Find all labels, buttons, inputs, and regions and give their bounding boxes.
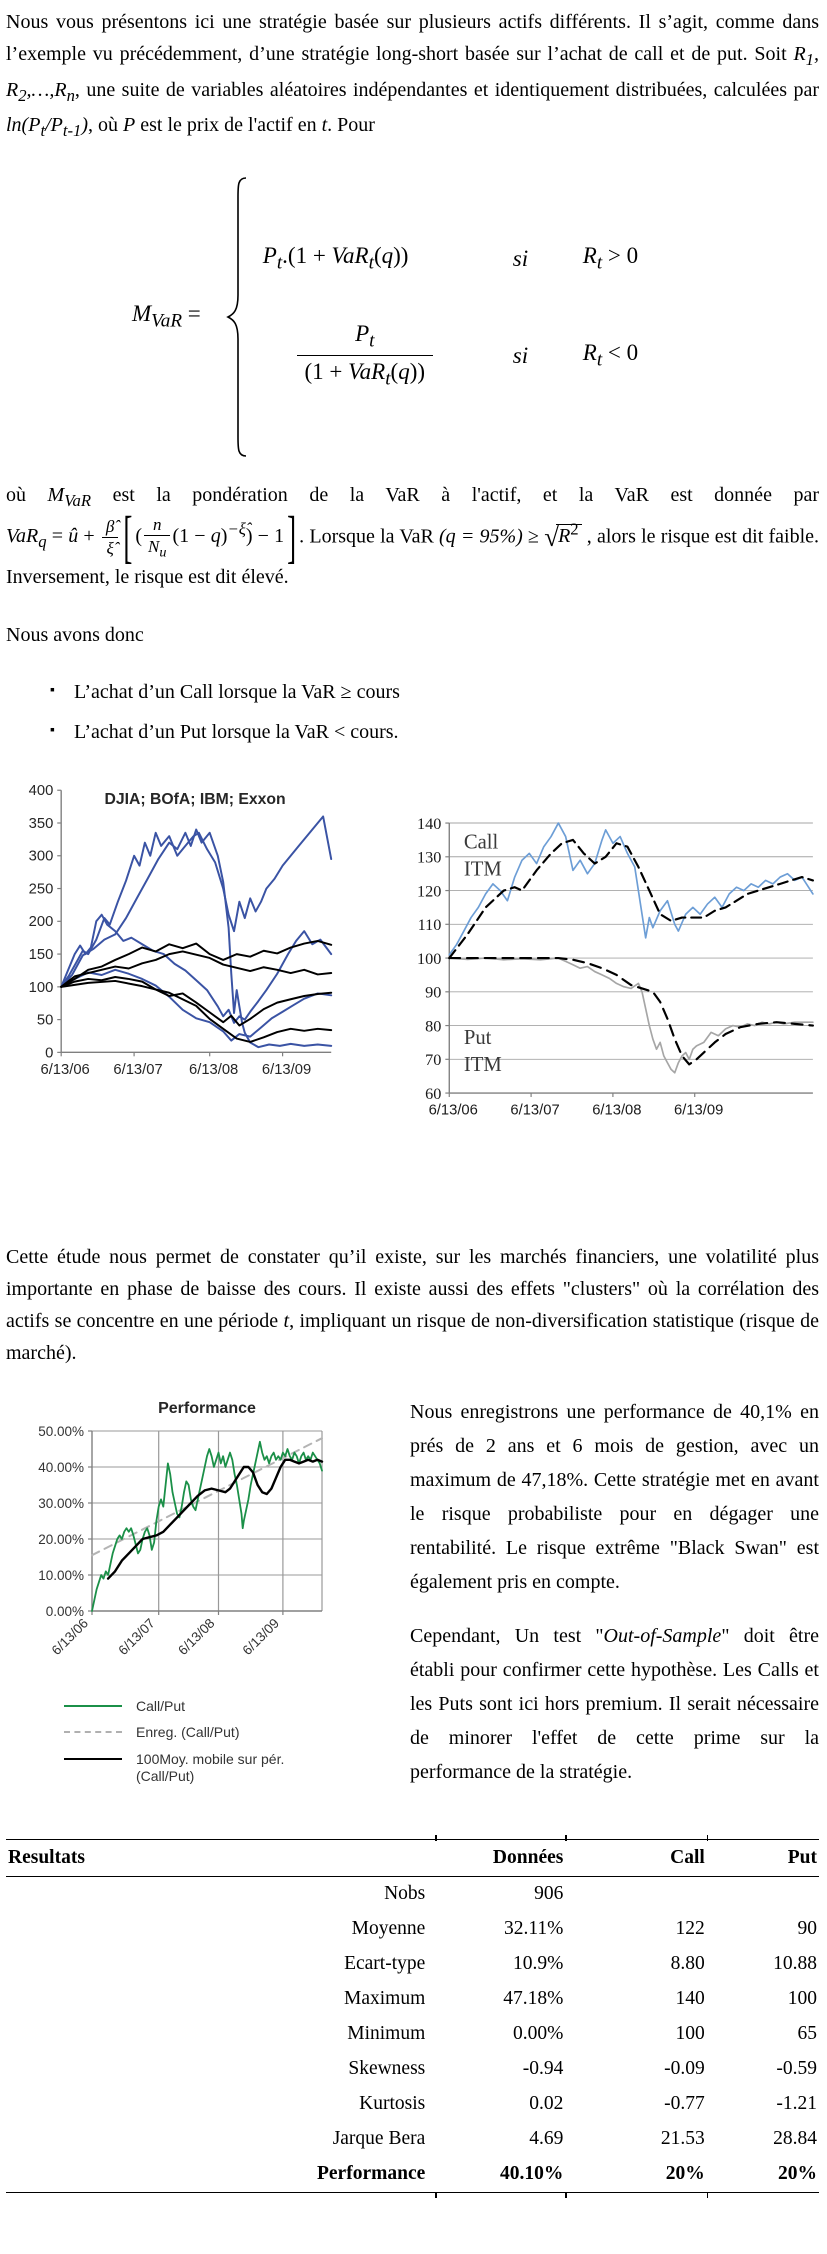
svg-text:100: 100: [28, 979, 54, 996]
svg-text:100: 100: [417, 949, 442, 968]
table-row: [6, 2122, 819, 2157]
col-header-resultats: Resultats: [6, 1839, 435, 1876]
svg-text:110: 110: [417, 916, 442, 935]
svg-text:40.00%: 40.00%: [38, 1459, 84, 1475]
svg-text:ITM: ITM: [464, 1054, 502, 1077]
svg-text:80: 80: [425, 1017, 442, 1036]
fraction: $\frac{\betâ}{\xî}$: [102, 517, 118, 559]
table-cell: Maximum: [344, 1988, 426, 2010]
svg-text:20.00%: 20.00%: [38, 1531, 84, 1547]
performance-chart-block: [6, 1395, 410, 1795]
bullet-list: [6, 681, 819, 744]
svg-text:6/13/09: 6/13/09: [239, 1615, 283, 1658]
table-cell: -0.77: [664, 2093, 705, 2115]
table-cell: Kurtosis: [359, 2093, 426, 2115]
fraction: $\frac{n}{N_u}$: [144, 515, 170, 561]
table-cell: 20%: [707, 2157, 819, 2193]
bullet-item-call: ▪ L’achat d’un Call lorsque la VaR ≥ cours: [50, 681, 819, 704]
table-cell: 4.69: [529, 2128, 564, 2150]
svg-text:140: 140: [417, 814, 442, 833]
formula-case-negative: [263, 321, 638, 391]
fraction: $\frac{P_t}{(1 + VaR_t(q))}$: [297, 321, 434, 391]
svg-text:6/13/09: 6/13/09: [674, 1102, 724, 1119]
svg-text:6/13/09: 6/13/09: [261, 1061, 312, 1078]
legend-line-sample: [64, 1731, 122, 1733]
svg-text:6/13/08: 6/13/08: [592, 1102, 642, 1119]
svg-text:60: 60: [425, 1084, 442, 1103]
svg-text:350: 350: [28, 815, 54, 832]
column-divider-tick: [707, 2192, 708, 2198]
paragraph-out-of-sample: Cependant, Un test "Out-of-Sample" doit être établi pour confirmer cette hypothèse. Les Calls et les Puts sont ici hors premium. Il serait nécessaire de minorer l'effet de cette prime sur la performance de la stratégie.: [410, 1624, 819, 1783]
svg-text:70: 70: [425, 1051, 442, 1070]
table-cell: 100: [787, 1988, 817, 2010]
col-header-donnees: Données: [435, 1839, 565, 1876]
svg-text:200: 200: [28, 914, 54, 931]
case2-expression: [263, 321, 513, 391]
formula-varq: VaR$_q$ = û + $\frac{\betâ}{\xî}$ [ ( $\frac{n}{N_u}$ $(1 - q)^{-\xî}) - 1$ ]: [6, 504, 297, 569]
svg-text:120: 120: [417, 882, 442, 901]
paragraph-etude: Cette étude nous permet de constater qu’il existe, sur les marchés financiers, une volatilité plus importante en phase de baisse des cours. Il existe aussi des effets "clusters" où la corrélation des actifs se concentre en une période t, impliquant un risque de non-diversification statistique (risque de marché).: [6, 1245, 820, 1364]
svg-text:0: 0: [45, 1045, 54, 1062]
chart-performance: [6, 1395, 396, 1689]
table-cell: 65: [797, 2023, 817, 2045]
results-table-wrap: [6, 1839, 819, 2193]
svg-text:10.00%: 10.00%: [38, 1567, 84, 1583]
paragraph-var-definition: [6, 479, 819, 593]
case2-si: si: [512, 342, 529, 368]
table-row: [6, 1912, 819, 1947]
table-cell: 28.84: [773, 2128, 817, 2150]
col-header-call: Call: [565, 1839, 706, 1876]
column-divider-tick: [435, 1835, 436, 1841]
var-post: . Lorsque la VaR (q = 95%) ≥: [299, 525, 545, 548]
table-row: [6, 1876, 819, 1912]
table-cell: [707, 1876, 819, 1912]
svg-text:130: 130: [417, 848, 442, 867]
chart-call-put-itm: [400, 777, 819, 1147]
legend-item: [64, 1724, 410, 1742]
paragraph-donc: Nous avons donc: [6, 623, 144, 646]
table-cell: 21.53: [660, 2128, 705, 2150]
column-divider-tick: [707, 1835, 708, 1841]
table-cell: 906: [534, 1883, 564, 1905]
formula-mvar-lhs: $M_{VaR}$ =: [132, 301, 201, 332]
table-cell: 20%: [565, 2157, 706, 2193]
legend-label: Enreg. (Call/Put): [136, 1724, 240, 1741]
svg-text:Performance: Performance: [158, 1399, 256, 1417]
table-cell: Jarque Bera: [332, 2128, 426, 2150]
performance-section: [6, 1395, 819, 1809]
svg-text:6/13/06: 6/13/06: [48, 1615, 92, 1658]
table-header-row: [6, 1839, 819, 1876]
chart-legend: [64, 1698, 410, 1786]
svg-text:Call: Call: [464, 831, 499, 854]
table-cell: Skewness: [348, 2058, 426, 2080]
table-cell: 8.80: [670, 1953, 705, 1975]
table-cell: 0.02: [529, 2093, 564, 2115]
svg-text:Put: Put: [464, 1027, 492, 1050]
svg-text:DJIA; BOfA; IBM; Exxon: DJIA; BOfA; IBM; Exxon: [104, 790, 286, 808]
case1-condition: $R_t > 0$: [582, 243, 639, 274]
var-post2: , alors le risque est dit faible. Inversement, le risque est dit élevé.: [6, 525, 820, 588]
charts-row: [6, 774, 819, 1147]
left-bracket: [: [123, 504, 133, 569]
table-cell: 90: [797, 1918, 817, 1940]
svg-text:6/13/06: 6/13/06: [428, 1102, 479, 1119]
table-cell: 0.00%: [512, 2023, 564, 2045]
results-table-body: [6, 1876, 819, 2192]
table-cell: -0.94: [522, 2058, 564, 2080]
table-cell: Performance: [6, 2157, 435, 2193]
table-cell: 47.18%: [503, 1988, 564, 2010]
case1-expression: $P_t.(1 + VaR_t(q))$: [262, 243, 409, 274]
table-cell: Moyenne: [351, 1918, 426, 1940]
table-row: [6, 2052, 819, 2087]
legend-item: [64, 1698, 410, 1716]
table-cell: Nobs: [384, 1883, 426, 1905]
right-bracket: ]: [287, 504, 297, 569]
legend-label: 100Moy. mobile sur pér. (Call/Put): [136, 1750, 285, 1785]
legend-line-sample: [64, 1758, 122, 1760]
table-cell: -1.21: [776, 2093, 817, 2115]
svg-text:50.00%: 50.00%: [38, 1423, 84, 1439]
svg-text:30.00%: 30.00%: [38, 1495, 84, 1511]
column-divider-tick: [565, 2192, 566, 2198]
svg-text:ITM: ITM: [464, 858, 502, 881]
table-cell: Ecart-type: [344, 1953, 426, 1975]
case2-condition: $R_t < 0$: [582, 340, 639, 371]
table-cell: 10.88: [773, 1953, 817, 1975]
svg-text:6/13/07: 6/13/07: [510, 1102, 560, 1119]
table-cell: -0.09: [664, 2058, 705, 2080]
formula-mvar: [132, 175, 819, 459]
svg-text:6/13/08: 6/13/08: [189, 1061, 239, 1078]
table-cell: 122: [675, 1918, 705, 1940]
table-row: [6, 2087, 819, 2122]
table-cell: [565, 1876, 706, 1912]
table-row: [6, 2157, 819, 2193]
column-divider-tick: [565, 1835, 566, 1841]
legend-label: Call/Put: [136, 1697, 186, 1714]
col-header-put: Put: [707, 1839, 819, 1876]
svg-text:6/13/08: 6/13/08: [175, 1615, 218, 1658]
svg-text:150: 150: [28, 946, 54, 963]
table-cell: 140: [675, 1988, 705, 2010]
curly-brace: [225, 175, 251, 459]
document-page: [6, 6, 819, 2193]
paragraph-intro: Nous vous présentons ici une stratégie basée sur plusieurs actifs différents. Il s’agit, comme dans l’exemple vu précédemment, d’une stratégie long-short basée sur l’achat de call et de put. Soit $R_1$, $R_2,\dots,R_n$, une suite de variables aléatoires indépendantes et identiquement distribuées, calculées par $\ln(P_t/P_{t-1})$, où P est le prix de l'actif en t. Pour: [6, 11, 819, 141]
table-cell: 40.10%: [435, 2157, 565, 2193]
table-cell: 100: [675, 2023, 705, 2045]
legend-item: [64, 1751, 410, 1786]
svg-text:50: 50: [36, 1012, 54, 1029]
table-row: [6, 1947, 819, 1982]
svg-text:6/13/06: 6/13/06: [40, 1061, 90, 1078]
table-cell: Minimum: [347, 2023, 426, 2045]
chart-djia-bofa-ibm-exxon: [6, 774, 400, 1110]
svg-text:400: 400: [28, 783, 54, 800]
column-divider-tick: [435, 2192, 436, 2198]
table-cell: 32.11%: [503, 1918, 564, 1940]
var-intro: où $M_{VaR}$ est la pondération de la VaR à l'actif, et la VaR est donnée par: [6, 484, 820, 511]
sqrt-r2: $√R^2$: [544, 525, 581, 547]
table-cell: 10.9%: [512, 1953, 564, 1975]
table-row: [6, 1982, 819, 2017]
svg-text:0.00%: 0.00%: [45, 1603, 84, 1619]
svg-text:250: 250: [28, 881, 54, 898]
legend-line-sample: [64, 1705, 122, 1707]
table-cell: -0.59: [776, 2058, 817, 2080]
formula-cases: [263, 243, 638, 391]
svg-text:6/13/07: 6/13/07: [113, 1061, 163, 1078]
svg-text:6/13/07: 6/13/07: [115, 1615, 158, 1658]
bullet-item-put: ▪ L’achat d’un Put lorsque la VaR < cours.: [50, 721, 819, 744]
svg-text:300: 300: [28, 848, 54, 865]
table-row: [6, 2017, 819, 2052]
case1-si: si: [512, 245, 529, 271]
svg-text:90: 90: [425, 983, 442, 1002]
formula-case-positive: [263, 243, 638, 275]
results-table: [6, 1839, 819, 2193]
paragraph-performance: Nous enregistrons une performance de 40,1% en prés de 2 ans et 6 mois de gestion, avec un maximum de 47,18%. Cette stratégie met en avant le risque probabiliste pour en dégager une rentabilité. Le risque extrême "Black Swan" est également pris en compte.: [410, 1400, 819, 1593]
